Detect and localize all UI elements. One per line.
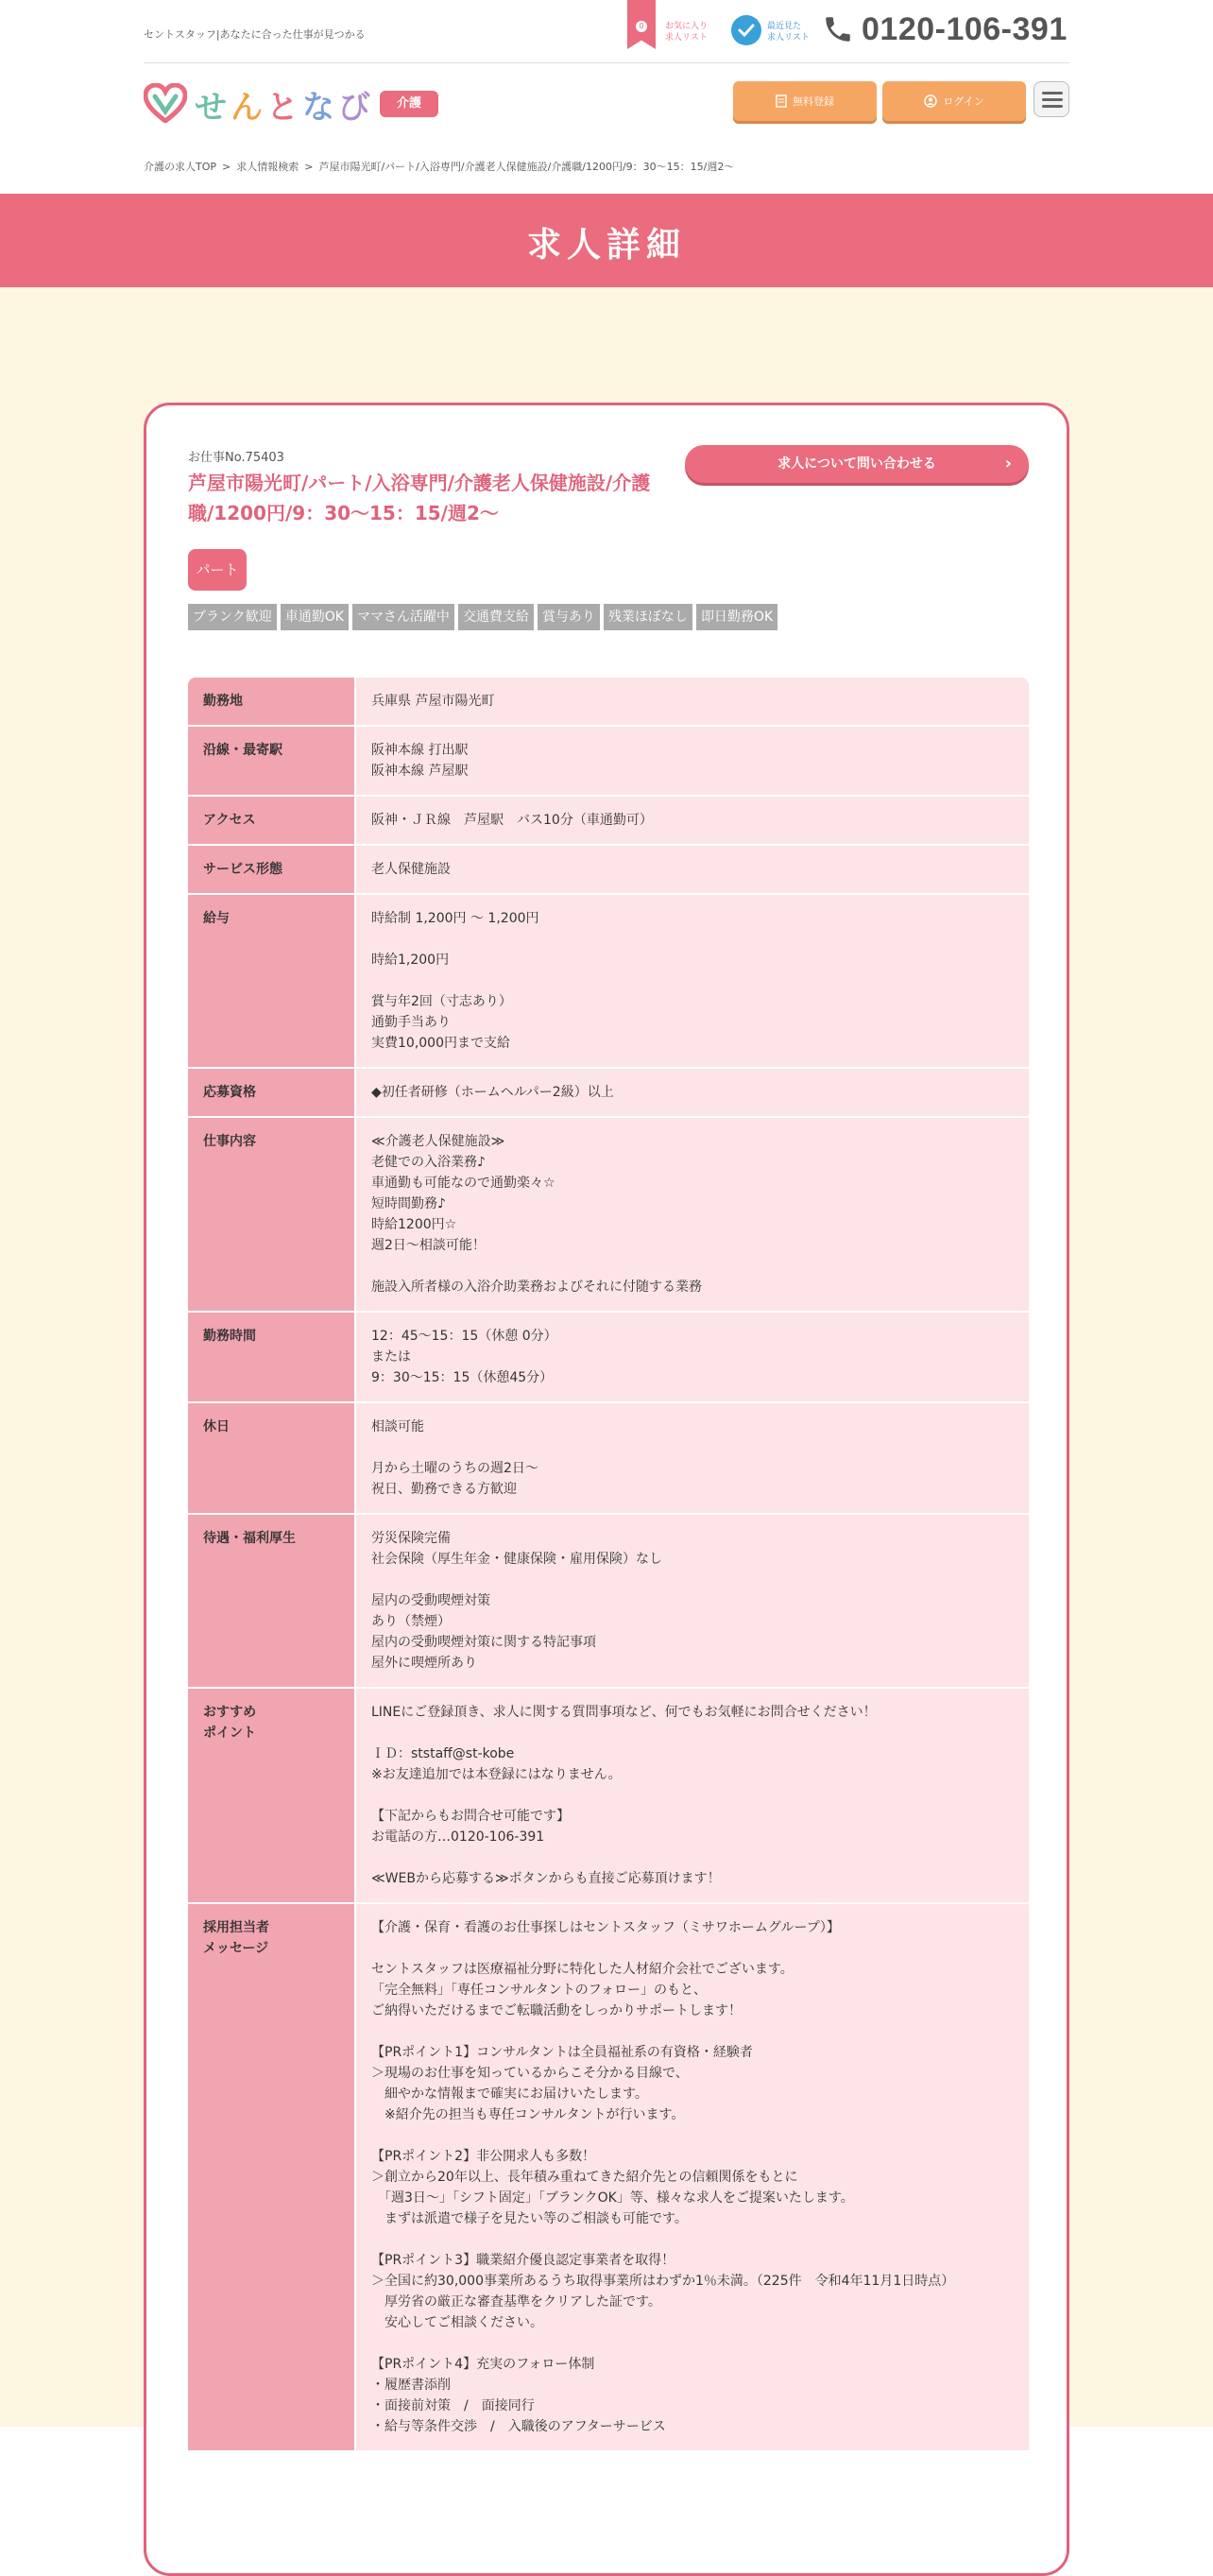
detail-value: 阪神・ＪＲ線 芦屋駅 バス10分（車通勤可） [356,797,1029,844]
menu-icon-bar [1042,98,1063,101]
hamburger-menu-button[interactable] [1034,81,1069,117]
detail-row-duties [188,1118,1029,1313]
header-divider [144,62,1069,63]
detail-value: LINEにご登録頂き、求人に関する質問事項など、何でもお気軽にお問合せください！ ＩＤ：ststaff@st-kobe ※お友達追加では本登録にはなりません。 【下記からもお問合せ可能です】 お電話の方…0120-106-391 ≪WEBから応募する≫ボタンからも直接ご応募頂けます！ [356,1689,1029,1902]
login-button[interactable] [882,81,1026,121]
detail-label: 沿線・最寄駅 [188,727,354,795]
detail-row-access [188,797,1029,846]
detail-label: 給与 [188,895,354,1067]
detail-label: 仕事内容 [188,1118,354,1311]
register-button[interactable] [733,81,877,121]
phone-number: 0120-106-391 [862,11,1068,47]
favorites-link[interactable] [627,0,714,51]
logo-category-badge: 介護 [380,91,438,117]
login-label: ログイン [943,95,984,108]
detail-value: 時給制 1,200円 ～ 1,200円 時給1,200円 賞与年2回（寸志あり） 通勤手当あり 実費10,000円まで支給 [356,895,1029,1067]
register-label: 無料登録 [793,95,834,108]
chevron-right-icon: › [1004,454,1012,473]
detail-value: 阪神本線 打出駅 阪神本線 芦屋駅 [356,727,1029,795]
menu-icon-bar [1042,92,1063,94]
job-number: お仕事No.75403 [188,451,284,465]
detail-label: 勤務時間 [188,1313,354,1401]
detail-label: サービス形態 [188,846,354,893]
user-icon [924,94,937,108]
phone-icon [822,13,854,45]
detail-value: 12：45～15：15（休憩 0分） または 9：30～15：15（休憩45分） [356,1313,1029,1401]
detail-value: 【介護・保育・看護のお仕事探しはセントスタッフ（ミサワホームグループ）】 セントスタッフは医療福祉分野に特化した人材紹介会社でございます。 「完全無料」「専任コンサルタントのフォロー」のもと、 ご納得いただけるまでご転職活動をしっかりサポートします！ 【PRポイント1】コンサルタントは全員福祉系の有資格・経験者 ＞現場のお仕事を知っているからこそ分かる目線で、 細やかな情報まで確実にお届けいたします。 ※紹介先の担当も専任コンサルタントが行います。 【PRポイント2】非公開求人も多数！ ＞創立から20年以上、長年積み重ねてきた紹介先との信頼関係をもとに 「週3日～」「シフト固定」「ブランクOK」等、様々な求人をご提案いたします。 まずは派遣で様子を見たい等のご相談も可能です。 【PRポイント3】職業紹介優良認定事業者を取得！ ＞全国に約30,000事業所あるうち取得事業所はわずか1％未満。（225件 令和4年11月1日時点） 厚労省の厳正な審査基準をクリアした証です。 安心してご相談ください。 【PRポイント4】充実のフォロー体制 ・履歴書添削 ・面接前対策 / 面接同行 ・給与等条件交渉 / 入職後のアフターサービス [356,1904,1029,2450]
detail-value: 老人保健施設 [356,846,1029,893]
detail-value: ≪介護老人保健施設≫ 老健での入浴業務♪ 車通勤も可能なので通勤楽々☆ 短時間勤務♪ 時給1200円☆ 週2日～相談可能！ 施設入所者様の入浴介助業務およびそれに付随する業務 [356,1118,1029,1311]
job-title: 芦屋市陽光町/パート/入浴専門/介護老人保健施設/介護職/1200円/9：30～15：15/週2～ [188,472,651,524]
page-hero [0,194,1213,287]
job-detail-card [144,403,1069,2576]
feature-tag: 交通費支給 [458,604,534,630]
document-icon [776,94,787,108]
detail-row-location [188,678,1029,727]
breadcrumb: 介護の求人TOP > 求人情報検索 > 芦屋市陽光町/パート/入浴専門/介護老人保健施設/介護職/1200円/9：30～15：15/週2～ [144,161,735,173]
contact-button[interactable] [685,445,1029,483]
feature-tag: ブランク歓迎 [188,604,277,630]
feature-tag: 即日勤務OK [696,604,777,630]
breadcrumb-current: 芦屋市陽光町/パート/入浴専門/介護老人保健施設/介護職/1200円/9：30～15：15/週2～ [318,161,735,173]
detail-value: ◆初任者研修（ホームヘルパー2級）以上 [356,1069,1029,1116]
detail-label: 応募資格 [188,1069,354,1116]
detail-label: 採用担当者 メッセージ [188,1904,354,2450]
detail-value: 兵庫県 芦屋市陽光町 [356,678,1029,725]
job-detail-table [188,678,1029,2452]
detail-label: アクセス [188,797,354,844]
detail-row-recruiter-message [188,1904,1029,2452]
detail-row-holidays [188,1403,1029,1515]
check-icon [731,15,761,45]
recent-label: 最近見た 求人リスト [767,22,810,43]
breadcrumb-search[interactable]: 求人情報検索 [236,161,299,173]
contact-label: 求人について問い合わせる [777,456,936,472]
site-tagline: セントスタッフ|あなたに合った仕事が見つかる [144,28,366,41]
heart-logo-icon [144,83,187,123]
top-bar [0,0,1213,62]
feature-tag: 車通勤OK [281,604,349,630]
detail-row-salary [188,895,1029,1069]
detail-label: 休日 [188,1403,354,1513]
menu-icon-bar [1042,105,1063,108]
detail-row-station [188,727,1029,797]
feature-tags [188,604,777,630]
feature-tag: 残業ほぼなし [604,604,692,630]
detail-value: 労災保険完備 社会保険（厚生年金・健康保険・雇用保険）なし 屋内の受動喫煙対策 あり（禁煙） 屋内の受動喫煙対策に関する特記事項 屋外に喫煙所あり [356,1515,1029,1687]
favorites-label: お気に入り 求人リスト [665,22,709,43]
employment-type-badge: パート [188,549,247,591]
detail-label: 待遇・福利厚生 [188,1515,354,1687]
detail-row-recommend [188,1689,1029,1904]
logo-text: せんとなび [195,89,374,127]
detail-row-qualification [188,1069,1029,1118]
breadcrumb-home[interactable]: 介護の求人TOP [144,161,217,173]
feature-tag: 賞与あり [538,604,600,630]
detail-row-service [188,846,1029,895]
detail-label: おすすめ ポイント [188,1689,354,1902]
detail-row-benefits [188,1515,1029,1689]
detail-row-hours [188,1313,1029,1403]
recent-list-link[interactable] [731,15,826,49]
page-title: 求人詳細 [526,226,686,265]
detail-value: 相談可能 月から土曜のうちの週2日～ 祝日、勤務できる方歓迎 [356,1403,1029,1513]
favorites-count: 0 [636,21,647,32]
feature-tag: ママさん活躍中 [352,604,454,630]
detail-label: 勤務地 [188,678,354,725]
